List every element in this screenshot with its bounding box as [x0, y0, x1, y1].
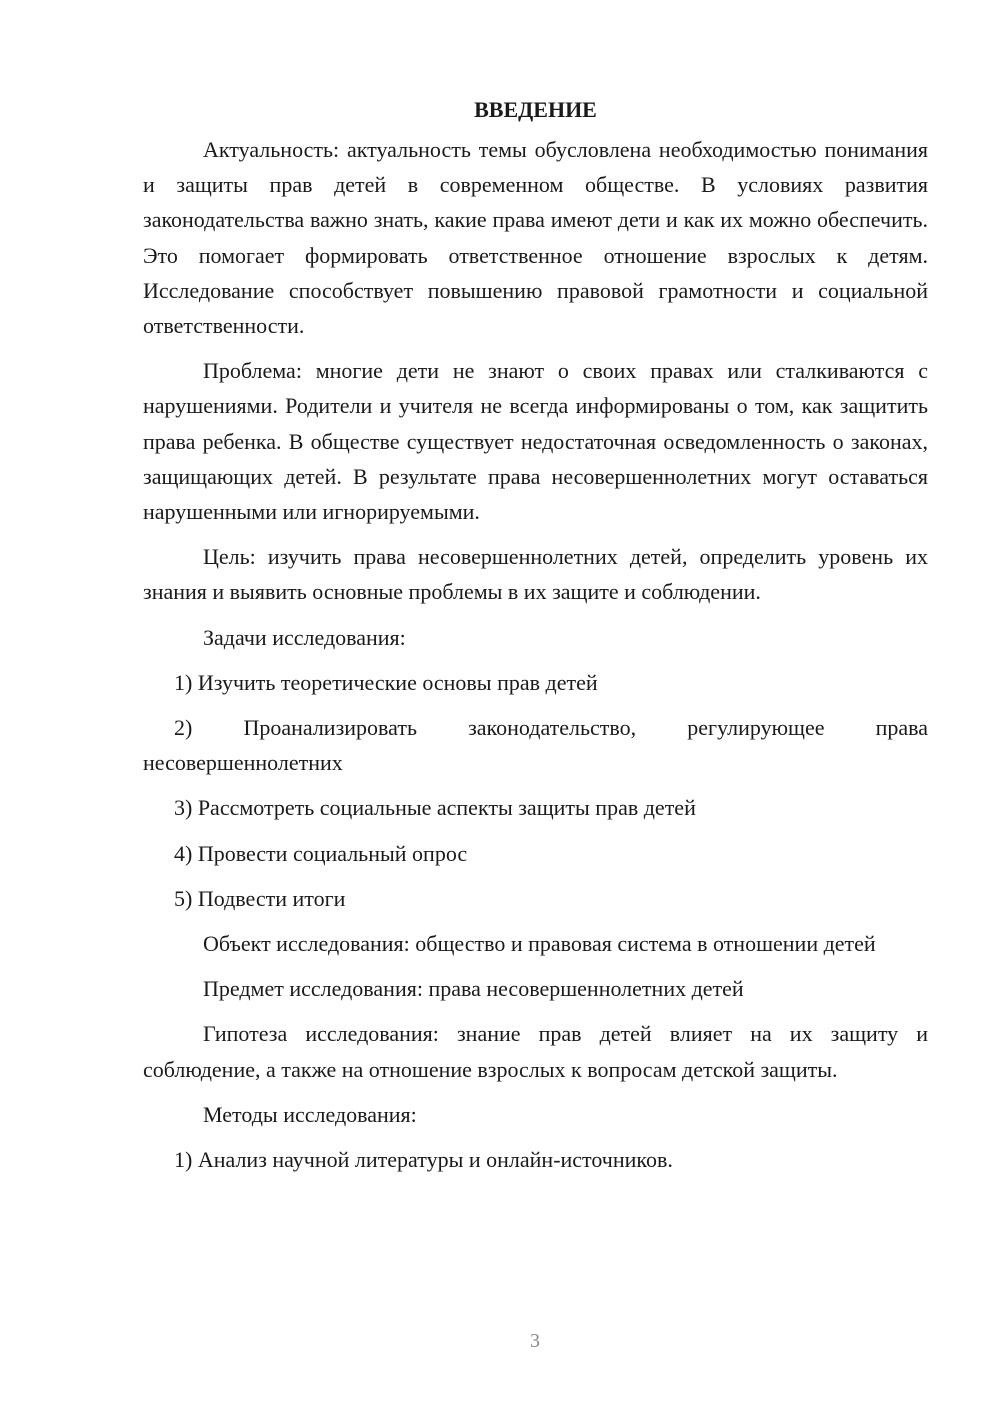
paragraph-object: Объект исследования: общество и правовая система в отношении детей — [203, 931, 876, 957]
paragraph-relevance: Актуальность: актуальность темы обусловлена необходимостью понимания и защиты прав детей в современном обществе. В условиях развития законодательства важно знать, какие права имеют дети и как их можно обеспечить. Это помогает формировать ответственное отношение взрослых к детям. Исследование способствует повышению правовой грамотности и социальной ответственности. — [143, 137, 928, 339]
paragraph-goal: Цель: изучить права несовершеннолетних детей, определить уровень их знания и выявить основные проблемы в их защите и соблюдении. — [143, 544, 928, 605]
paragraph-hypothesis: Гипотеза исследования: знание прав детей влияет на их защиту и соблюдение, а также на отношение взрослых к вопросам детской защиты. — [143, 1021, 928, 1082]
tasks-heading: Задачи исследования: — [203, 624, 406, 650]
page-number: 3 — [530, 1330, 540, 1352]
task-item-1: 1) Изучить теоретические основы прав детей — [174, 669, 598, 695]
section-title: ВВЕДЕНИЕ — [474, 97, 597, 122]
method-item-1: 1) Анализ научной литературы и онлайн-источников. — [174, 1147, 673, 1173]
methods-heading: Методы исследования: — [203, 1101, 417, 1127]
task-item-4: 4) Провести социальный опрос — [174, 840, 468, 866]
paragraph-problem: Проблема: многие дети не знают о своих правах или сталкиваются с нарушениями. Родители и учителя не всегда информированы о том, как защитить права ребенка. В обществе существует недостаточная осведомленность о законах, защищающих детей. В результате права несовершеннолетних могут оставаться нарушенными или игнорируемыми. — [143, 358, 928, 525]
document-page — [143, 92, 928, 1187]
task-item-2: 2) Проанализировать законодательство, регулирующее права несовершеннолетних — [143, 715, 928, 776]
task-item-5: 5) Подвести итоги — [174, 885, 346, 911]
task-item-3: 3) Рассмотреть социальные аспекты защиты прав детей — [174, 795, 696, 821]
paragraph-subject: Предмет исследования: права несовершеннолетних детей — [203, 976, 744, 1002]
